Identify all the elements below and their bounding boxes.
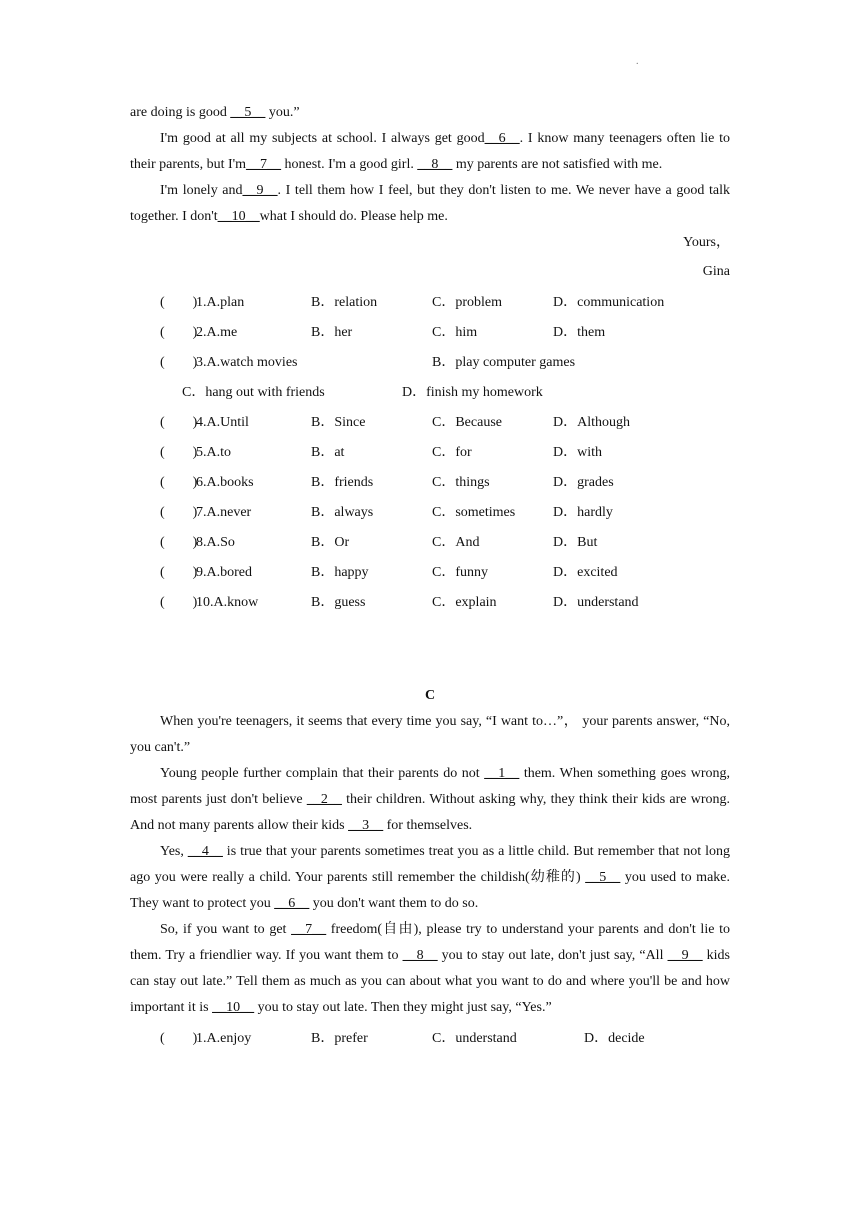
passage-c-paragraph: So, if you want to get __7__ freedom(自由), please try to understand your parents and don't lie to them. Try a friendlier way. If you want them to __8__ you to stay out late, don't just say, “All __9__ kids can stay out late.” Tell them as much as you can about what you want to do and where you'll be and how important it is __10__ you to stay out late. Then they might just say, “Yes.” <box>130 922 730 1015</box>
question-row <box>130 558 730 588</box>
answer-parentheses: ( ) <box>160 355 198 370</box>
option-a: 9.A.bored <box>196 565 252 580</box>
option-c: C．sometimes <box>432 505 516 520</box>
question-row-continued <box>130 378 730 408</box>
page-top-mark: . <box>636 56 639 67</box>
question-row <box>130 408 730 438</box>
option-c: C．hang out with friends <box>182 385 325 400</box>
option-a: 1.A.plan <box>196 295 245 310</box>
option-b: B．play computer games <box>432 355 576 370</box>
answer-parentheses: ( ) <box>160 475 198 490</box>
option-b: B．always <box>311 505 374 520</box>
passage-b <box>130 100 730 618</box>
option-c: C．Because <box>432 415 502 430</box>
option-c: C．understand <box>432 1031 517 1046</box>
answer-parentheses: ( ) <box>160 565 198 580</box>
passage-b-options <box>130 288 730 618</box>
cloze-blank: __10__ <box>217 209 260 224</box>
option-d: D．hardly <box>553 505 613 520</box>
question-row <box>130 348 730 378</box>
passage-b-paragraph: I'm good at all my subjects at school. I always get good__6__. I know many teenagers often lie to their parents, but I'm__7__ honest. I'm a good girl. __8__ my parents are not satisfied with me. <box>130 131 730 172</box>
option-c: C．him <box>432 325 478 340</box>
cloze-blank: __10__ <box>212 1000 255 1015</box>
answer-parentheses: ( ) <box>160 445 198 460</box>
cloze-blank: __5__ <box>230 105 266 120</box>
option-b: B．at <box>311 445 345 460</box>
option-d: D．with <box>553 445 602 460</box>
option-b: B．prefer <box>311 1031 368 1046</box>
cloze-blank: __8__ <box>417 157 453 172</box>
option-b: B．her <box>311 325 353 340</box>
option-a: 8.A.So <box>196 535 235 550</box>
cloze-blank: __9__ <box>667 948 703 963</box>
cloze-blank: __4__ <box>187 844 223 859</box>
passage-c-options <box>130 1024 730 1054</box>
option-d: D．them <box>553 325 606 340</box>
cloze-blank: __9__ <box>242 183 278 198</box>
passage-b-paragraph: I'm lonely and__9__. I tell them how I feel, but they don't listen to me. We never have a good talk together. I don't__10__what I should do. Please help me. <box>130 183 730 224</box>
option-c: C．funny <box>432 565 488 580</box>
cloze-blank: __6__ <box>274 896 310 911</box>
cloze-blank: __5__ <box>585 870 621 885</box>
letter-signature: Gina <box>702 264 730 279</box>
option-d: D．decide <box>584 1031 645 1046</box>
option-c: C．explain <box>432 595 497 610</box>
option-d: D．communication <box>553 295 665 310</box>
answer-parentheses: ( ) <box>160 1031 198 1046</box>
option-a: 6.A.books <box>196 475 254 490</box>
option-a: 1.A.enjoy <box>196 1031 252 1046</box>
letter-closing: Yours， <box>683 235 730 250</box>
question-row <box>130 438 730 468</box>
answer-parentheses: ( ) <box>160 505 198 520</box>
passage-c-paragraphs <box>130 709 730 1021</box>
passage-b-paragraphs <box>130 100 730 230</box>
cloze-blank: __2__ <box>306 792 342 807</box>
question-row <box>130 288 730 318</box>
answer-parentheses: ( ) <box>160 325 198 340</box>
cloze-blank: __3__ <box>348 818 384 833</box>
question-row <box>130 468 730 498</box>
option-d: D．Although <box>553 415 630 430</box>
option-a: 7.A.never <box>196 505 252 520</box>
question-row <box>130 528 730 558</box>
option-b: B．happy <box>311 565 369 580</box>
answer-parentheses: ( ) <box>160 535 198 550</box>
question-row <box>130 318 730 348</box>
option-c: C．And <box>432 535 480 550</box>
passage-c-paragraph: When you're teenagers, it seems that every time you say, “I want to…”， your parents answer, “No, you can't.” <box>130 714 730 755</box>
option-b: B．guess <box>311 595 366 610</box>
passage-c-paragraph: Young people further complain that their parents do not __1__ them. When something goes wrong, most parents just don't believe __2__ their children. Without asking why, they think their kids are wrong. And not many parents allow their kids __3__ for themselves. <box>130 766 730 833</box>
option-b: B．Since <box>311 415 366 430</box>
option-a: 5.A.to <box>196 445 231 460</box>
option-d: D．understand <box>553 595 639 610</box>
question-row <box>130 498 730 528</box>
cloze-blank: __8__ <box>402 948 438 963</box>
option-b: B．relation <box>311 295 378 310</box>
cloze-blank: __7__ <box>246 157 282 172</box>
document-page <box>130 100 730 1054</box>
passage-c-heading: C <box>424 688 436 703</box>
question-row <box>130 1024 730 1054</box>
passage-b-paragraph: are doing is good __5__ you.” <box>130 105 300 120</box>
cloze-blank: __1__ <box>484 766 520 781</box>
option-a: 3.A.watch movies <box>196 355 298 370</box>
option-a: 10.A.know <box>196 595 259 610</box>
option-b: B．Or <box>311 535 350 550</box>
passage-c <box>130 683 730 1054</box>
answer-parentheses: ( ) <box>160 295 198 310</box>
option-a: 2.A.me <box>196 325 238 340</box>
option-a: 4.A.Until <box>196 415 249 430</box>
option-d: D．grades <box>553 475 614 490</box>
option-c: C．things <box>432 475 490 490</box>
option-c: C．problem <box>432 295 502 310</box>
option-b: B．friends <box>311 475 374 490</box>
passage-c-paragraph: Yes, __4__ is true that your parents sometimes treat you as a little child. But remember that not long ago you were really a child. Your parents still remember the childish(幼稚的) __5__ you used to make. They want to protect you __6__ you don't want them to do so. <box>130 844 731 911</box>
cloze-blank: __6__ <box>484 131 520 146</box>
question-row <box>130 588 730 618</box>
answer-parentheses: ( ) <box>160 415 198 430</box>
option-d: D．finish my homework <box>402 385 543 400</box>
option-c: C．for <box>432 445 472 460</box>
answer-parentheses: ( ) <box>160 595 198 610</box>
cloze-blank: __7__ <box>291 922 327 937</box>
option-d: D．But <box>553 535 598 550</box>
option-d: D．excited <box>553 565 618 580</box>
